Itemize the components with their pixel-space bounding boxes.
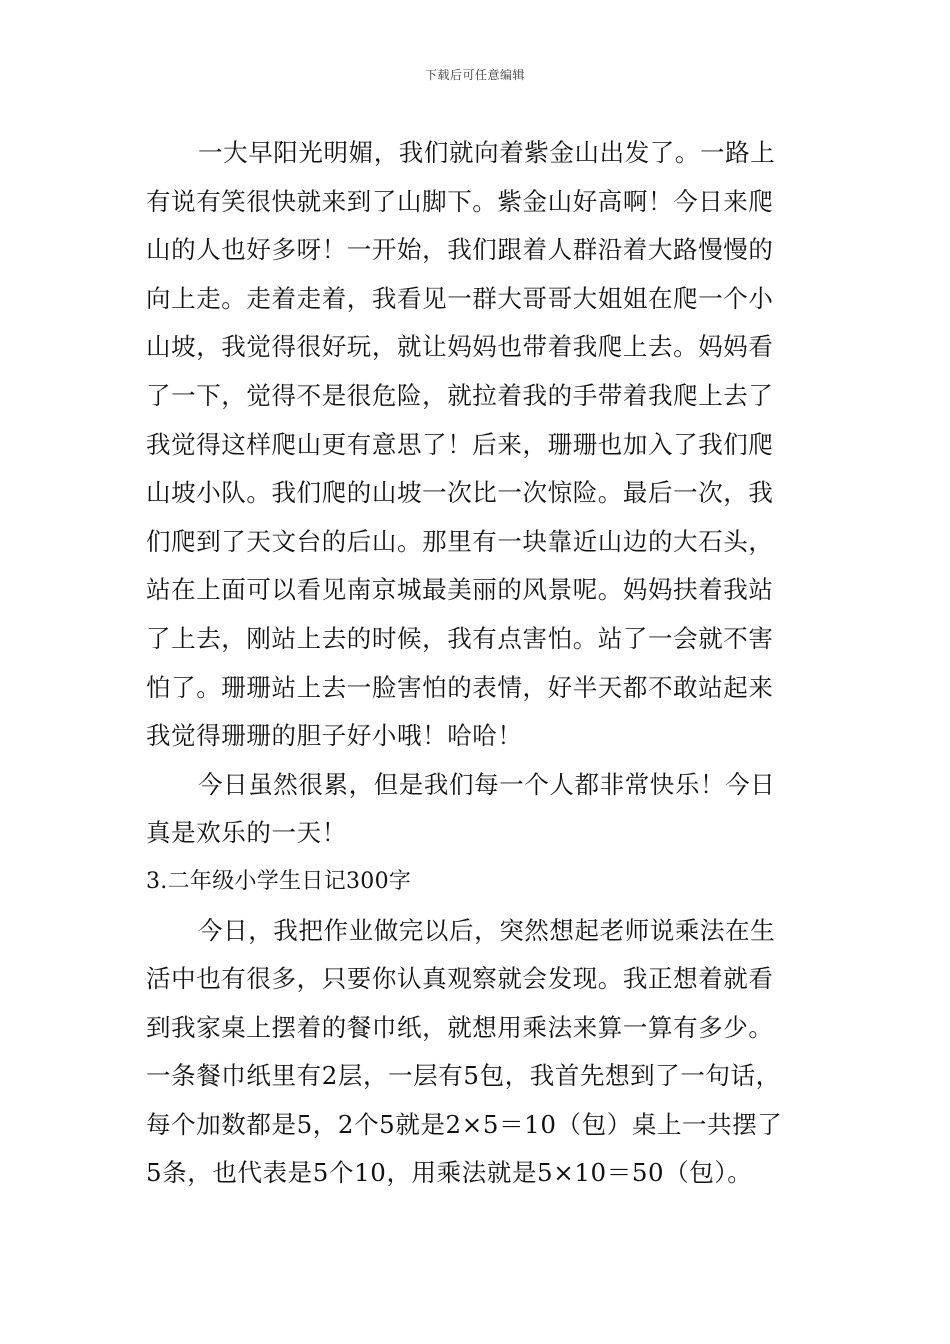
- section-heading: 3.二年级小学生日记300字: [146, 868, 412, 894]
- text-line: 山的人也好多呀！一开始，我们跟着人群沿着大路慢慢的: [146, 235, 774, 265]
- page-header: 下载后可任意编辑: [424, 68, 525, 82]
- text-line: 们爬到了天文台的后山。那里有一块靠近山边的大石头，: [146, 526, 774, 556]
- text-line: 有说有笑很快就来到了山脚下。紫金山好高啊！今日来爬: [146, 186, 774, 216]
- text-line: 每个加数都是5，2个5就是2×5＝10（包）桌上一共摆了: [146, 1109, 783, 1139]
- text-line: 到我家桌上摆着的餐巾纸，就想用乘法来算一算有多少。: [146, 1012, 774, 1042]
- text-line: 山坡，我觉得很好玩，就让妈妈也带着我爬上去。妈妈看: [146, 332, 774, 362]
- text-line: 我觉得这样爬山更有意思了！后来，珊珊也加入了我们爬: [146, 429, 774, 459]
- text-line: 怕了。珊珊站上去一脸害怕的表情，好半天都不敢站起来: [146, 672, 774, 702]
- text-line: 今日虽然很累，但是我们每一个人都非常快乐！今日: [198, 769, 776, 799]
- text-line: 了一下，觉得不是很危险，就拉着我的手带着我爬上去了: [146, 380, 774, 410]
- text-line: 山坡小队。我们爬的山坡一次比一次惊险。最后一次，我: [146, 478, 774, 508]
- text-line: 今日，我把作业做完以后，突然想起老师说乘法在生: [198, 915, 776, 945]
- text-line: 一大早阳光明媚，我们就向着紫金山出发了。一路上: [198, 138, 776, 167]
- text-line: 5条，也代表是5个10，用乘法就是5×10＝50（包）。: [146, 1158, 753, 1188]
- text-line: 一条餐巾纸里有2层，一层有5包，我首先想到了一句话，: [146, 1061, 781, 1091]
- document-body: [146, 129, 810, 1198]
- text-line: 向上走。走着走着，我看见一群大哥哥大姐姐在爬一个小: [146, 283, 774, 313]
- text-line: 站在上面可以看见南京城最美丽的风景呢。妈妈扶着我站: [146, 575, 774, 605]
- text-line: 真是欢乐的一天！: [146, 818, 347, 848]
- text-line: 我觉得珊珊的胆子好小哦！哈哈！: [146, 721, 523, 751]
- text-line: 活中也有很多，只要你认真观察就会发现。我正想着就看: [146, 964, 774, 994]
- text-line: 了上去，刚站上去的时候，我有点害怕。站了一会就不害: [146, 623, 774, 653]
